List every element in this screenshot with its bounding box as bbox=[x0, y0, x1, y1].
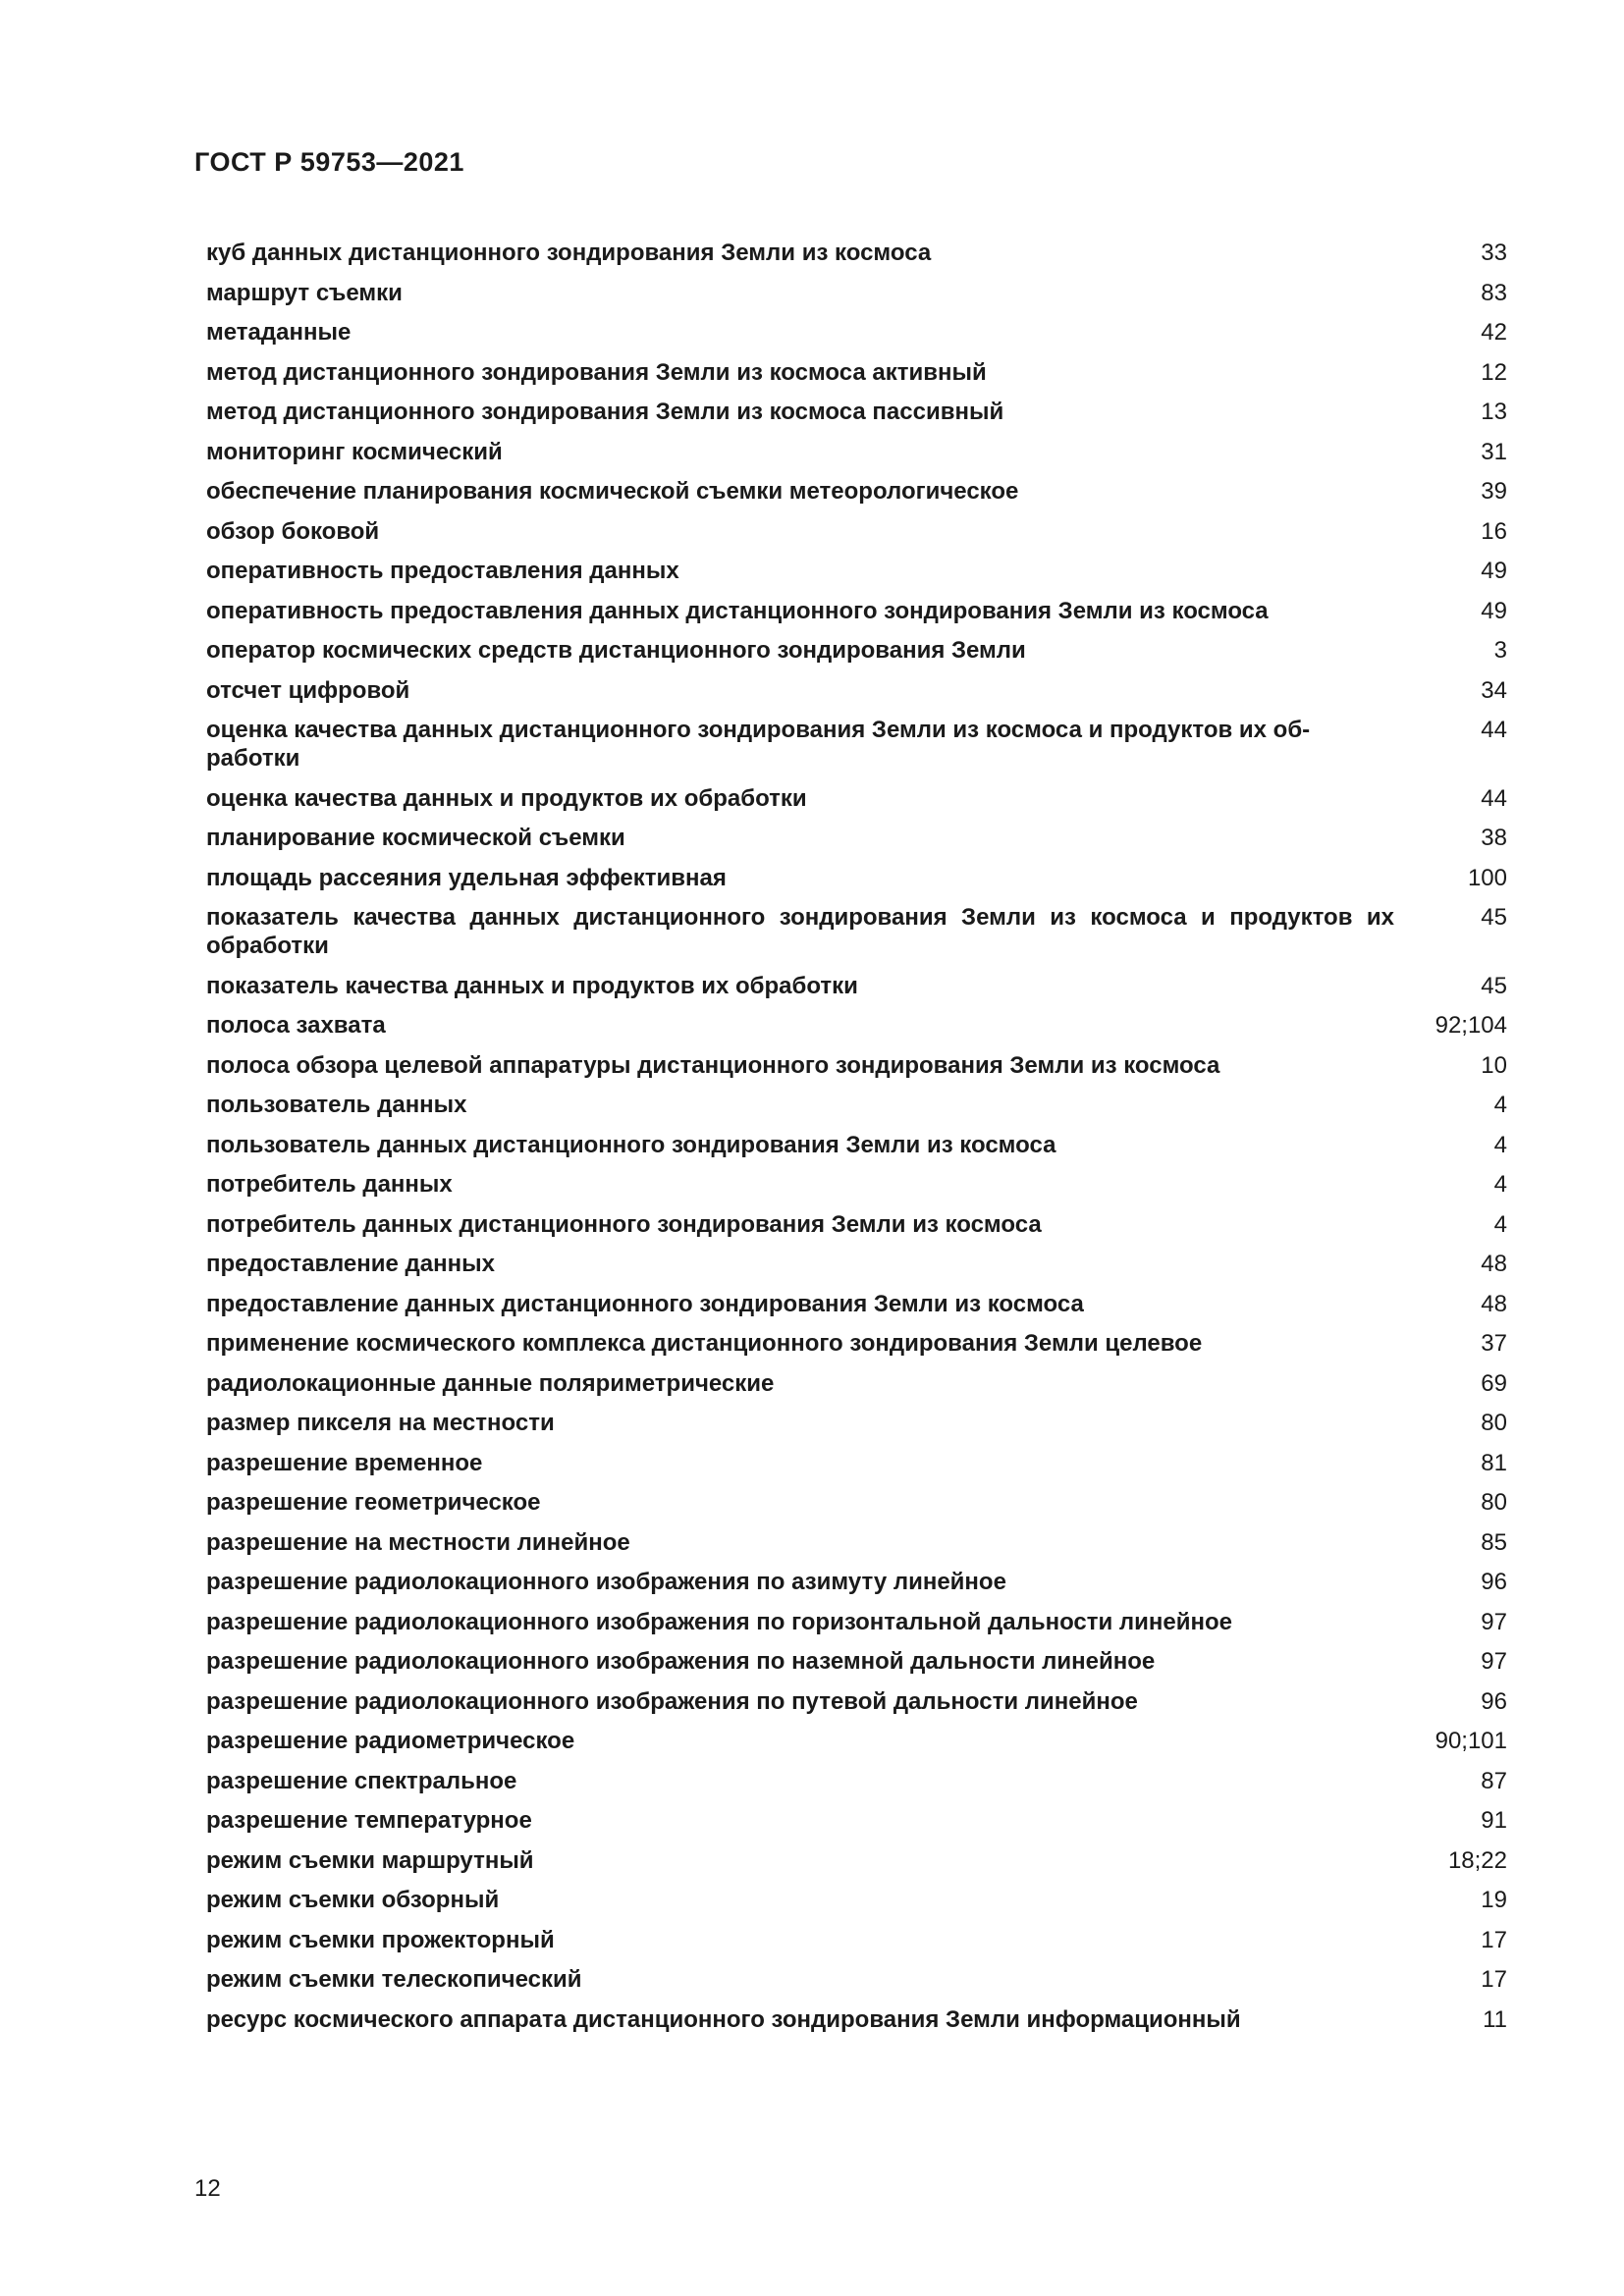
index-term: разрешение радиолокационного изображения по азимуту линейное bbox=[206, 1569, 1006, 1595]
index-entry bbox=[206, 1250, 1507, 1278]
index-term: полоса захвата bbox=[206, 1012, 386, 1039]
index-reference: 37 bbox=[1481, 1330, 1507, 1357]
index-reference: 39 bbox=[1481, 478, 1507, 505]
index-term: разрешение временное bbox=[206, 1449, 483, 1476]
page-number: 12 bbox=[194, 2175, 221, 2202]
index-reference: 4 bbox=[1493, 1092, 1507, 1118]
index-reference: 45 bbox=[1481, 972, 1507, 999]
index-entry bbox=[206, 517, 1507, 546]
index-term: предоставление данных дистанционного зондирования Земли из космоса bbox=[206, 1290, 1084, 1317]
index-entry bbox=[206, 1131, 1507, 1159]
index-entry bbox=[206, 1051, 1507, 1080]
index-reference: 80 bbox=[1481, 1410, 1507, 1436]
index-entry bbox=[206, 1727, 1507, 1755]
index-entry bbox=[206, 676, 1507, 705]
index-reference: 83 bbox=[1481, 279, 1507, 306]
index-term: площадь рассеяния удельная эффективная bbox=[206, 864, 727, 891]
index-entry bbox=[206, 597, 1507, 625]
index-reference: 11 bbox=[1483, 2005, 1507, 2033]
index-term: разрешение радиолокационного изображения по путевой дальности линейное bbox=[206, 1687, 1138, 1715]
index-term: маршрут съемки bbox=[206, 279, 403, 306]
index-reference: 42 bbox=[1481, 319, 1507, 346]
index-reference: 48 bbox=[1481, 1251, 1507, 1277]
index-term: мониторинг космический bbox=[206, 438, 503, 465]
index-entry bbox=[206, 716, 1507, 773]
index-reference: 49 bbox=[1481, 597, 1507, 624]
index-entry bbox=[206, 2005, 1507, 2034]
index-entry bbox=[206, 239, 1507, 267]
index-reference: 91 bbox=[1481, 1807, 1507, 1834]
index-entry bbox=[206, 903, 1507, 960]
index-entry bbox=[206, 398, 1507, 426]
index-entry bbox=[206, 1210, 1507, 1239]
index-term: радиолокационные данные поляриметрические bbox=[206, 1369, 775, 1397]
index-term: оценка качества данных дистанционного зондирования Земли из космоса и продуктов их об- работки bbox=[206, 717, 1311, 772]
index-entry bbox=[206, 1806, 1507, 1835]
index-term: применение космического комплекса дистанционного зондирования Земли целевое bbox=[206, 1330, 1203, 1357]
index-reference: 69 bbox=[1481, 1369, 1507, 1397]
document-header: ГОСТ Р 59753—2021 bbox=[194, 147, 464, 177]
index-term: режим съемки обзорный bbox=[206, 1887, 500, 1913]
index-reference: 3 bbox=[1493, 637, 1507, 664]
index-entry bbox=[206, 1568, 1507, 1596]
index-term: разрешение спектральное bbox=[206, 1767, 517, 1794]
index-reference: 44 bbox=[1481, 784, 1507, 812]
index-entry bbox=[206, 1767, 1507, 1795]
index-term: режим съемки маршрутный bbox=[206, 1846, 534, 1874]
index-reference: 17 bbox=[1481, 1926, 1507, 1953]
index-term: режим съемки прожекторный bbox=[206, 1926, 555, 1953]
index-entry bbox=[206, 1369, 1507, 1398]
index-term: обеспечение планирования космической съемки метеорологическое bbox=[206, 478, 1019, 505]
index-reference: 31 bbox=[1481, 438, 1507, 465]
index-term: полоса обзора целевой аппаратуры дистанционного зондирования Земли из космоса bbox=[206, 1051, 1220, 1079]
index-reference: 97 bbox=[1481, 1648, 1507, 1675]
index-reference: 12 bbox=[1481, 358, 1507, 386]
index-term: метод дистанционного зондирования Земли из космоса пассивный bbox=[206, 399, 1004, 425]
index-reference: 17 bbox=[1481, 1966, 1507, 1993]
index-reference: 45 bbox=[1481, 904, 1507, 931]
index-term: метод дистанционного зондирования Земли из космоса активный bbox=[206, 358, 987, 386]
index-reference: 100 bbox=[1467, 864, 1507, 891]
index-reference: 85 bbox=[1481, 1528, 1507, 1556]
index-term: пользователь данных bbox=[206, 1092, 467, 1118]
index-term: предоставление данных bbox=[206, 1251, 495, 1277]
index-entry bbox=[206, 1409, 1507, 1437]
index-term: отсчет цифровой bbox=[206, 676, 410, 704]
index-reference: 97 bbox=[1481, 1608, 1507, 1635]
index-term: метаданные bbox=[206, 319, 352, 346]
index-reference: 19 bbox=[1481, 1887, 1507, 1913]
index-entry bbox=[206, 1965, 1507, 1994]
index-term: пользователь данных дистанционного зондирования Земли из космоса bbox=[206, 1131, 1056, 1158]
index-entry bbox=[206, 636, 1507, 665]
index-reference: 90;101 bbox=[1435, 1728, 1507, 1754]
index-reference: 34 bbox=[1481, 676, 1507, 704]
index-reference: 16 bbox=[1481, 517, 1507, 545]
index-reference: 80 bbox=[1481, 1489, 1507, 1516]
index-term: оперативность предоставления данных bbox=[206, 558, 679, 584]
index-term: оценка качества данных и продуктов их обработки bbox=[206, 784, 807, 812]
index-entry bbox=[206, 1488, 1507, 1517]
index-term: потребитель данных дистанционного зондирования Земли из космоса bbox=[206, 1210, 1042, 1238]
index-reference: 4 bbox=[1493, 1171, 1507, 1198]
index-reference: 38 bbox=[1481, 825, 1507, 851]
index-reference: 13 bbox=[1481, 399, 1507, 425]
alphabetical-index bbox=[206, 239, 1507, 2045]
index-term: разрешение радиометрическое bbox=[206, 1728, 575, 1754]
index-entry bbox=[206, 1608, 1507, 1636]
index-reference: 96 bbox=[1481, 1569, 1507, 1595]
index-entry bbox=[206, 438, 1507, 466]
index-reference: 48 bbox=[1481, 1290, 1507, 1317]
index-entry bbox=[206, 1647, 1507, 1676]
index-entry bbox=[206, 557, 1507, 585]
index-term: показатель качества данных дистанционного зондирования Земли из космоса и продуктов их обработки bbox=[206, 904, 1394, 959]
index-reference: 81 bbox=[1481, 1449, 1507, 1476]
index-entry bbox=[206, 318, 1507, 347]
index-term: оперативность предоставления данных дистанционного зондирования Земли из космоса bbox=[206, 597, 1269, 624]
index-term: разрешение на местности линейное bbox=[206, 1528, 630, 1556]
index-term: разрешение радиолокационного изображения по горизонтальной дальности линейное bbox=[206, 1608, 1233, 1635]
index-entry bbox=[206, 1846, 1507, 1875]
index-entry bbox=[206, 1091, 1507, 1119]
index-term: куб данных дистанционного зондирования Земли из космоса bbox=[206, 240, 932, 266]
index-entry bbox=[206, 972, 1507, 1000]
index-reference: 96 bbox=[1481, 1687, 1507, 1715]
index-entry bbox=[206, 279, 1507, 307]
index-term: режим съемки телескопический bbox=[206, 1966, 582, 1993]
index-term: планирование космической съемки bbox=[206, 825, 625, 851]
index-reference: 4 bbox=[1493, 1131, 1507, 1158]
index-term: показатель качества данных и продуктов их обработки bbox=[206, 972, 858, 999]
index-reference: 10 bbox=[1481, 1051, 1507, 1079]
index-reference: 87 bbox=[1481, 1767, 1507, 1794]
index-entry bbox=[206, 1011, 1507, 1040]
index-term: обзор боковой bbox=[206, 517, 380, 545]
index-entry bbox=[206, 1329, 1507, 1358]
index-entry bbox=[206, 1290, 1507, 1318]
index-term: размер пикселя на местности bbox=[206, 1410, 555, 1436]
index-term: разрешение геометрическое bbox=[206, 1489, 541, 1516]
index-entry bbox=[206, 824, 1507, 852]
index-reference: 44 bbox=[1481, 717, 1507, 743]
index-entry bbox=[206, 1449, 1507, 1477]
index-term: разрешение радиолокационного изображения по наземной дальности линейное bbox=[206, 1648, 1156, 1675]
index-reference: 92;104 bbox=[1435, 1012, 1507, 1039]
index-entry bbox=[206, 1687, 1507, 1716]
index-reference: 33 bbox=[1481, 240, 1507, 266]
index-reference: 18;22 bbox=[1447, 1846, 1507, 1874]
index-entry bbox=[206, 1926, 1507, 1954]
index-entry bbox=[206, 358, 1507, 387]
index-entry bbox=[206, 477, 1507, 506]
index-term: ресурс космического аппарата дистанционного зондирования Земли информационный bbox=[206, 2005, 1241, 2033]
index-entry bbox=[206, 864, 1507, 892]
index-entry bbox=[206, 784, 1507, 813]
index-term: потребитель данных bbox=[206, 1171, 453, 1198]
index-reference: 4 bbox=[1493, 1210, 1507, 1238]
index-term: оператор космических средств дистанционного зондирования Земли bbox=[206, 637, 1026, 664]
index-term: разрешение температурное bbox=[206, 1807, 532, 1834]
index-entry bbox=[206, 1528, 1507, 1557]
index-entry bbox=[206, 1170, 1507, 1199]
index-entry bbox=[206, 1886, 1507, 1914]
index-reference: 49 bbox=[1481, 558, 1507, 584]
